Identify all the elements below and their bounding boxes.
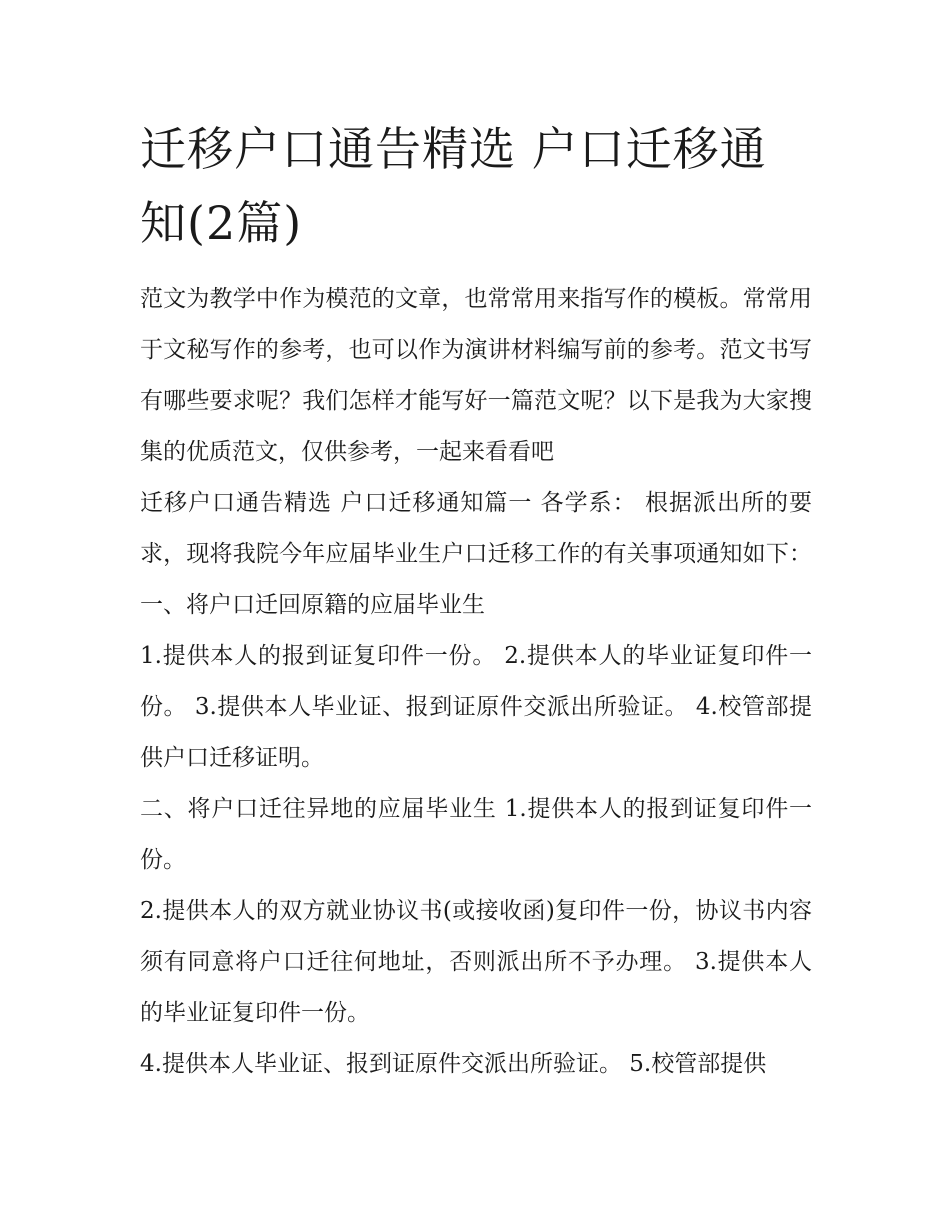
paragraph-return-requirements: 1.提供本人的报到证复印件一份。 2.提供本人的毕业证复印件一份。 3.提供本人毕业证、报到证原件交派出所验证。 4.校管部提供户口迁移证明。 — [140, 643, 812, 771]
paragraph-transfer-heading: 二、将户口迁往异地的应届毕业生 1.提供本人的报到证复印件一份。 — [140, 796, 812, 873]
paragraph-transfer-verification: 4.提供本人毕业证、报到证原件交派出所验证。 5.校管部提供 — [140, 1051, 767, 1077]
document-title: 迁移户口通告精选 户口迁移通知(2篇) — [140, 122, 767, 250]
document-page — [140, 112, 812, 1090]
paragraph-intro: 范文为教学中作为模范的文章，也常常用来指写作的模板。常常用于文秘写作的参考，也可以作为演讲材料编写前的参考。范文书写有哪些要求呢？我们怎样才能写好一篇范文呢？以下是我为大家搜集的优质范文，仅供参考，一起来看看吧 — [140, 286, 812, 465]
document-body — [140, 274, 812, 1090]
paragraph-transfer-agreement: 2.提供本人的双方就业协议书(或接收函)复印件一份，协议书内容须有同意将户口迁往何地址，否则派出所不予办理。 3.提供本人的毕业证复印件一份。 — [140, 898, 812, 1026]
paragraph-notice-opening: 迁移户口通告精选 户口迁移通知篇一 各学系： 根据派出所的要求，现将我院今年应届毕业生户口迁移工作的有关事项通知如下： 一、将户口迁回原籍的应届毕业生 — [140, 490, 812, 618]
